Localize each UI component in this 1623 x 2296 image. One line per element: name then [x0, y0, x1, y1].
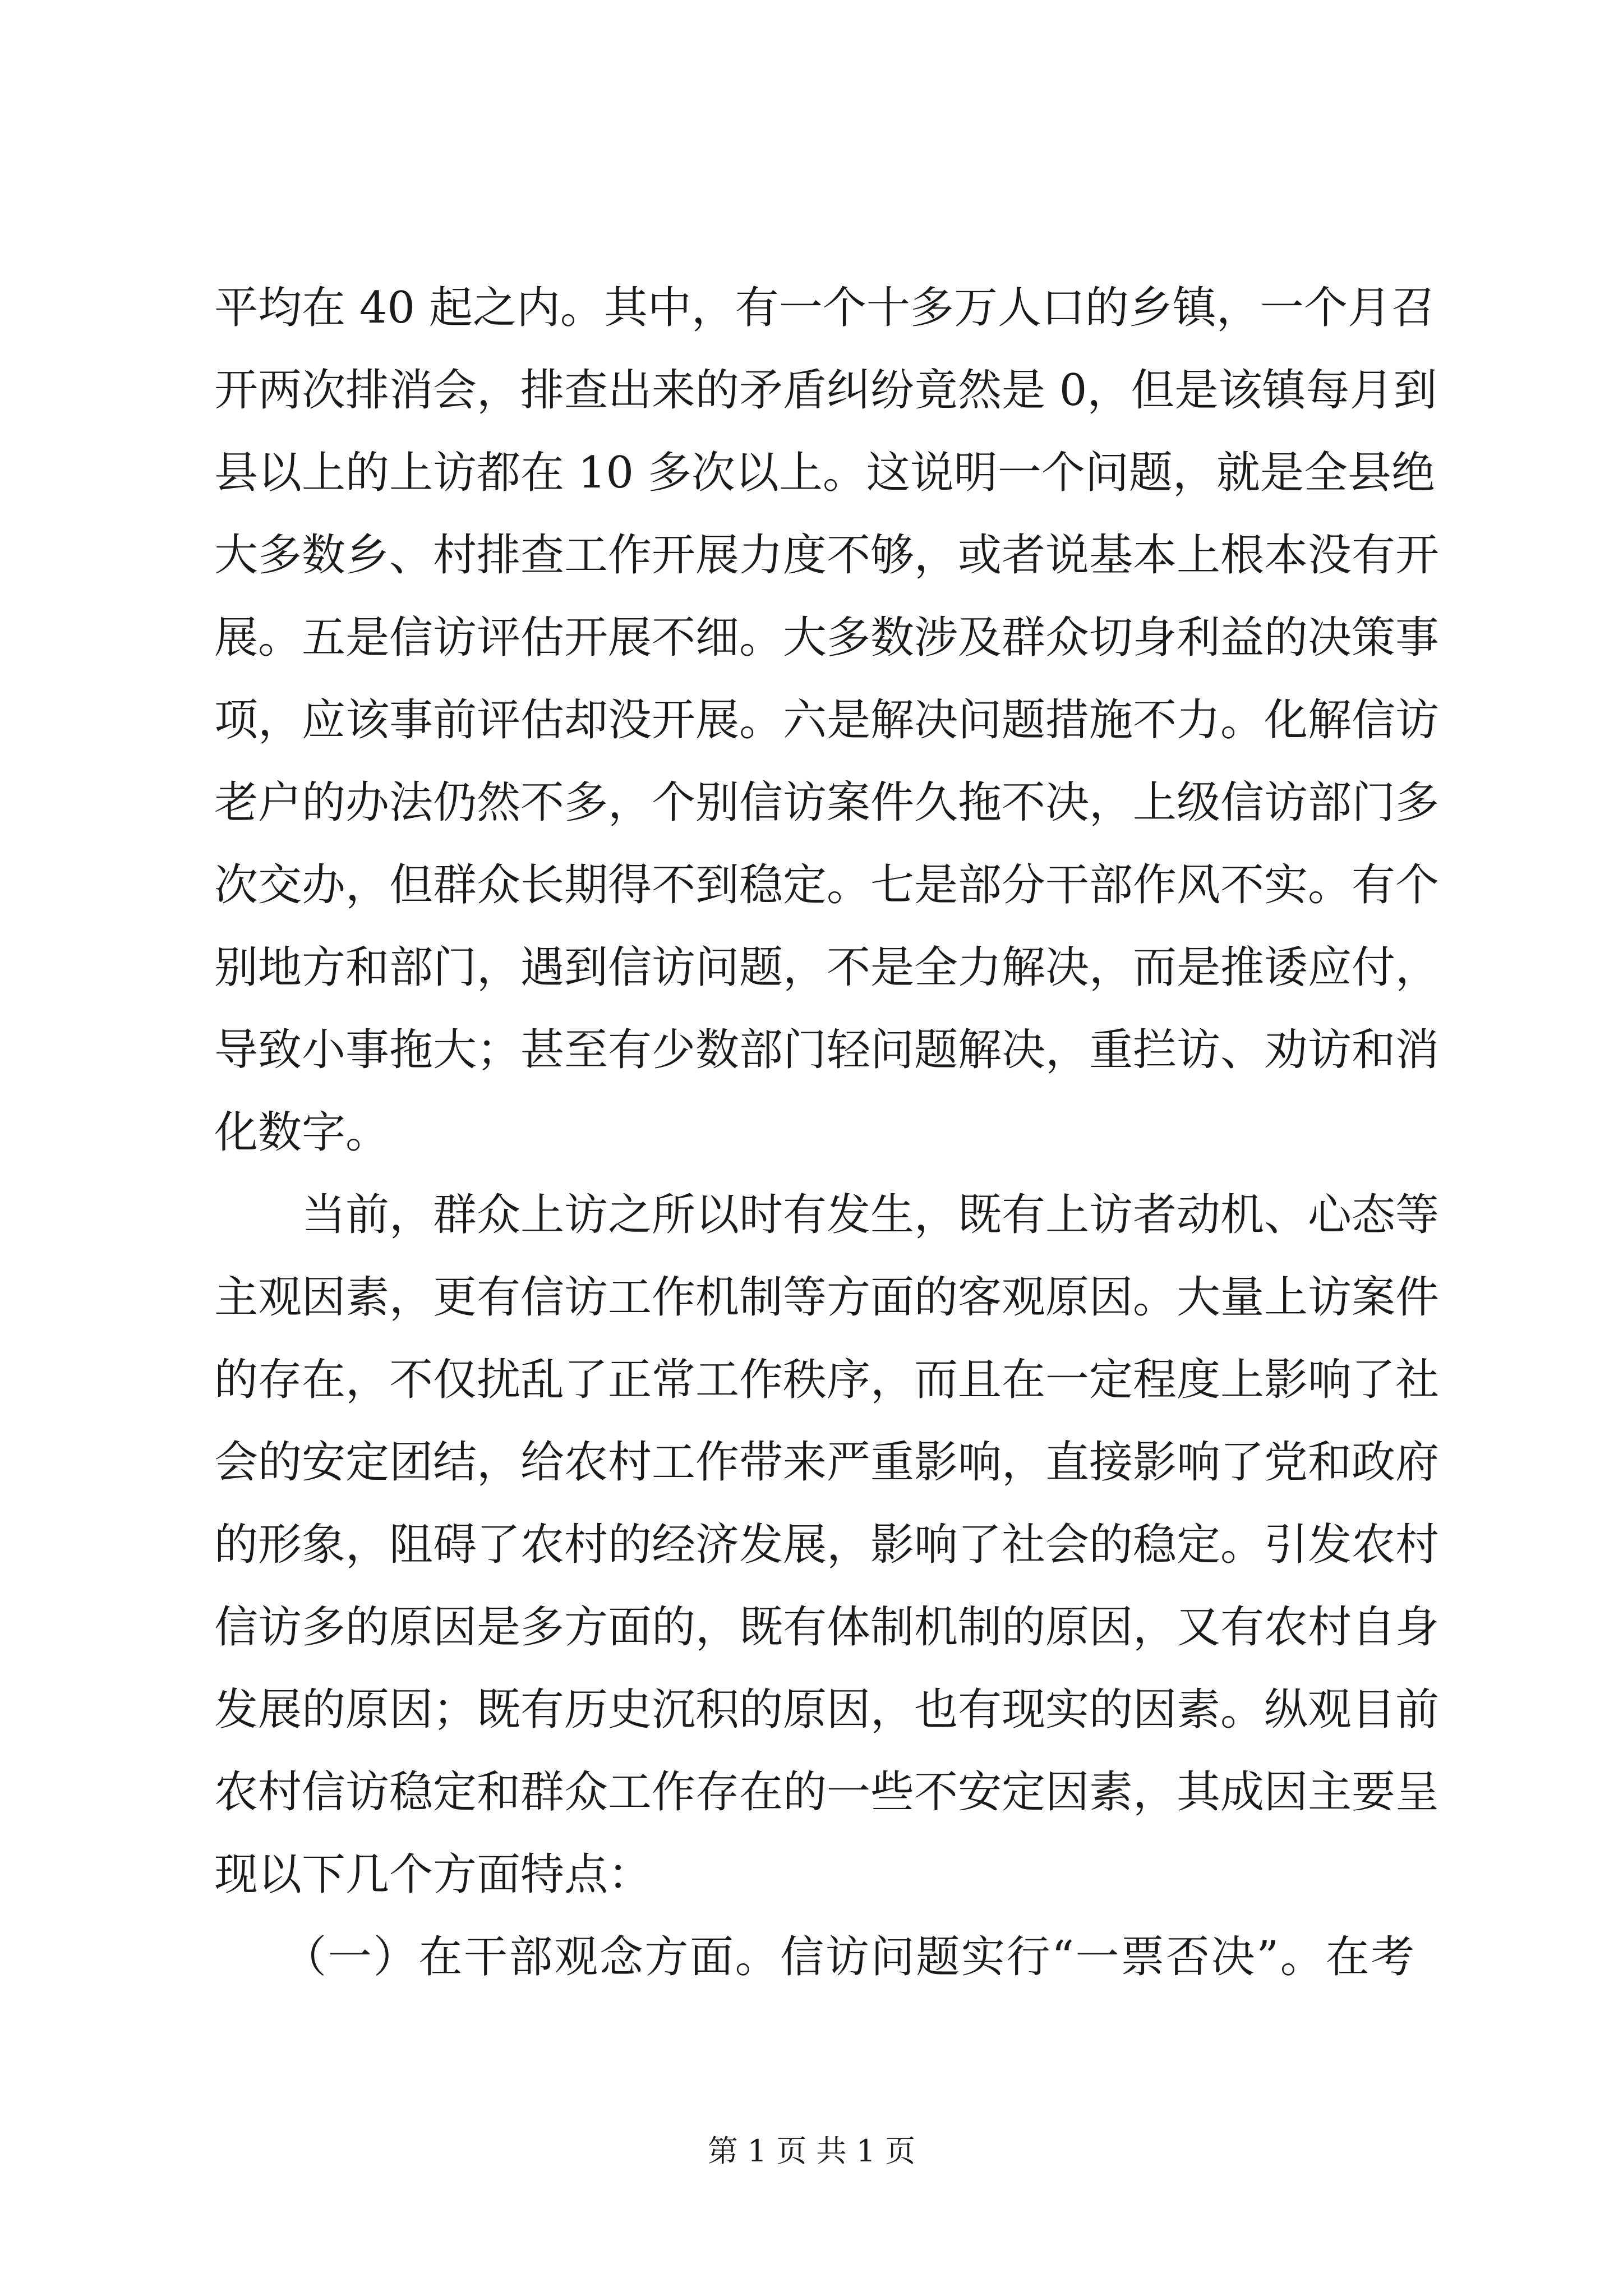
- text-line-19: 农村信访稳定和群众工作存在的一些不安定因素，其成因主要呈: [214, 1767, 1440, 1818]
- text-line-12: 当前，群众上访之所以时有发生，既有上访者动机、心态等: [214, 1190, 1440, 1240]
- text-line-11: 化数字。: [214, 1107, 390, 1158]
- text-line-1: 平均在 40 起之内。其中，有一个十多万人口的乡镇，一个月召: [214, 283, 1435, 333]
- text-line-20: 现以下几个方面特点：: [214, 1849, 652, 1900]
- page-number-label: 第 1 页 共 1 页: [707, 2133, 916, 2169]
- page-footer: [0, 2132, 1623, 2171]
- text-line-4: 大多数乡、村排查工作开展力度不够，或者说基本上根本没有开: [214, 530, 1440, 581]
- document-body: [214, 267, 1440, 1999]
- text-line-17: 信访多的原因是多方面的，既有体制机制的原因，又有农村自身: [214, 1602, 1440, 1653]
- text-line-8: 次交办，但群众长期得不到稳定。七是部分干部作风不实。有个: [214, 860, 1440, 910]
- text-line-14: 的存在，不仅扰乱了正常工作秩序，而且在一定程度上影响了社: [214, 1355, 1440, 1405]
- text-line-21: （一）在干部观念方面。信访问题实行“一票否决”。在考: [214, 1932, 1414, 1982]
- text-line-6: 项，应该事前评估却没开展。六是解决问题措施不力。化解信访: [214, 695, 1440, 746]
- text-line-10: 导致小事拖大；甚至有少数部门轻问题解决，重拦访、劝访和消: [214, 1025, 1440, 1075]
- text-line-3: 县以上的上访都在 10 多次以上。这说明一个问题，就是全县绝: [214, 448, 1435, 498]
- text-line-7: 老户的办法仍然不多，个别信访案件久拖不决，上级信访部门多: [214, 777, 1440, 828]
- text-line-16: 的形象，阻碍了农村的经济发展，影响了社会的稳定。引发农村: [214, 1520, 1440, 1570]
- text-line-2: 开两次排消会，排查出来的矛盾纠纷竟然是 0，但是该镇每月到: [214, 365, 1437, 416]
- text-line-18: 发展的原因；既有历史沉积的原因，也有现实的因素。纵观目前: [214, 1685, 1440, 1735]
- text-line-15: 会的安定团结，给农村工作带来严重影响，直接影响了党和政府: [214, 1437, 1440, 1488]
- text-line-9: 别地方和部门，遇到信访问题，不是全力解决，而是推诿应付，: [214, 942, 1440, 993]
- text-line-5: 展。五是信访评估开展不细。大多数涉及群众切身利益的决策事: [214, 613, 1440, 663]
- text-line-13: 主观因素，更有信访工作机制等方面的客观原因。大量上访案件: [214, 1272, 1440, 1323]
